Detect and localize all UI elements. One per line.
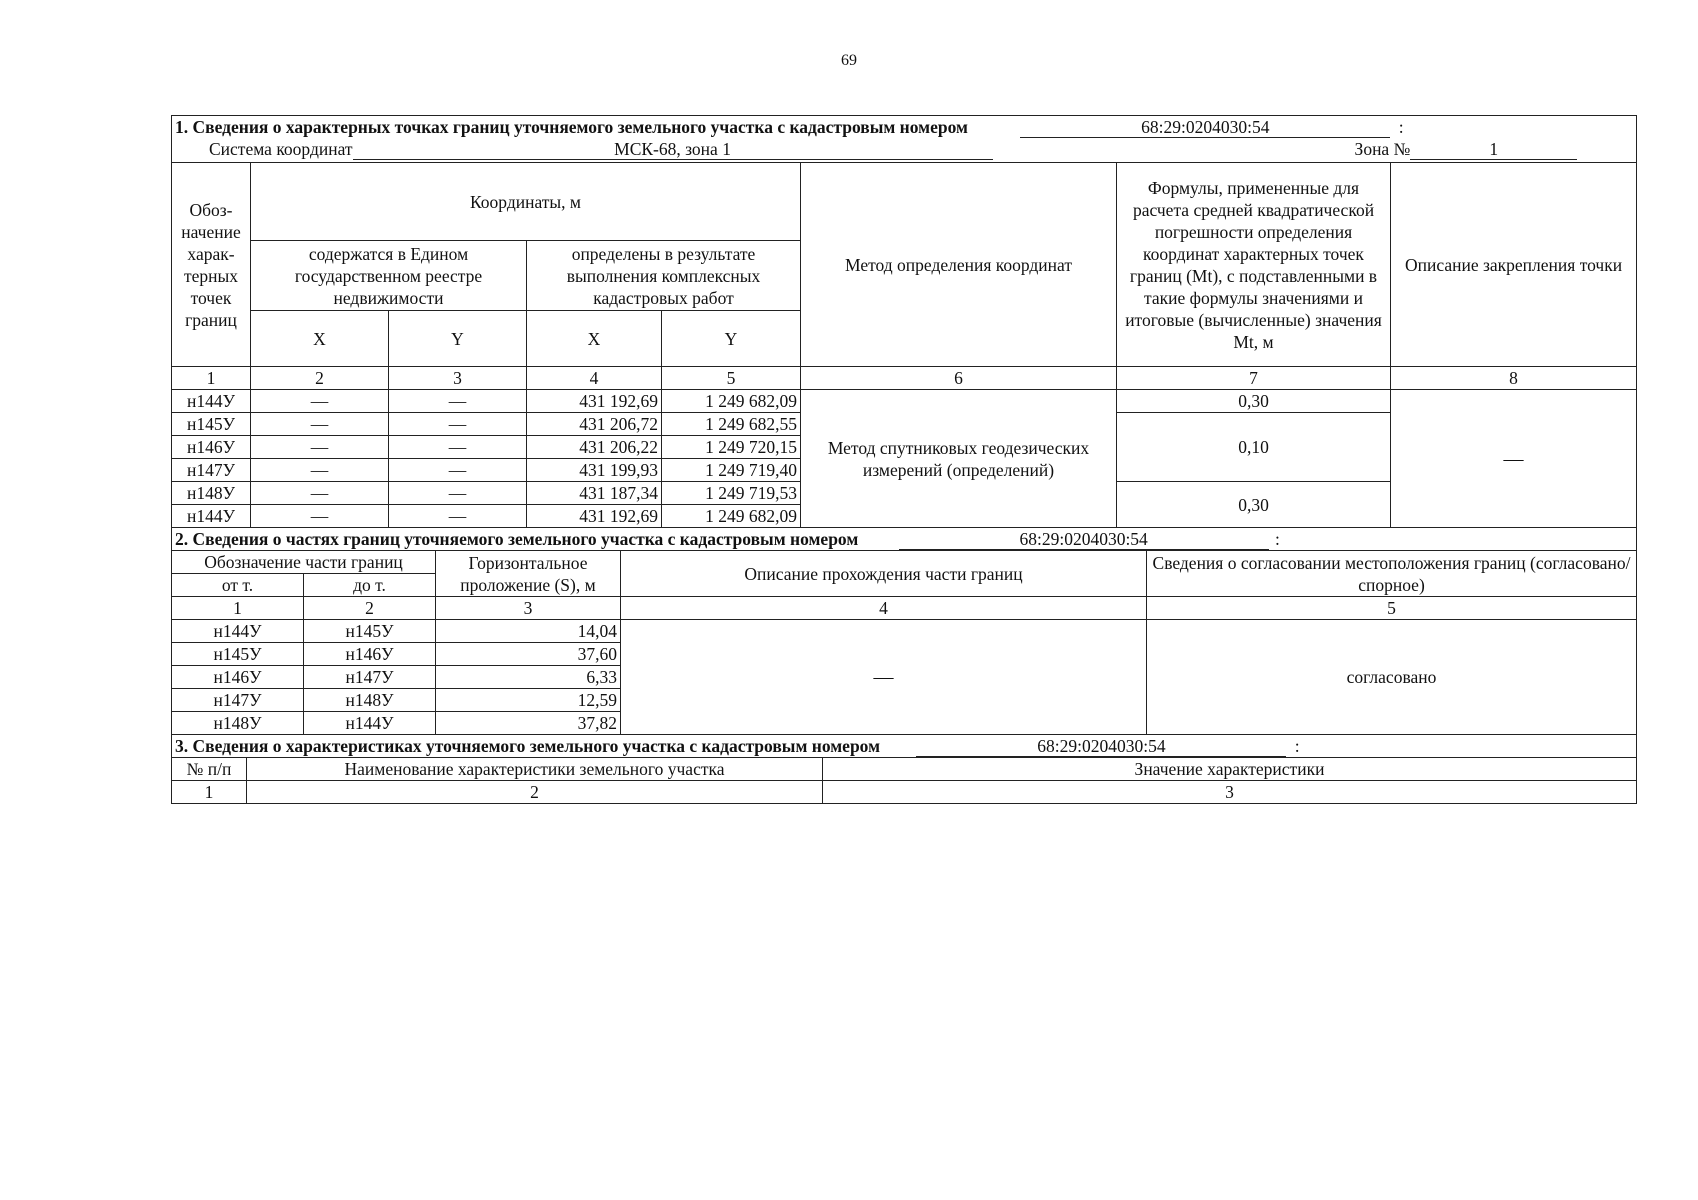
document-body: [171, 115, 1636, 804]
column-number: 2: [247, 781, 823, 804]
coord-y: 1 249 682,55: [662, 413, 801, 436]
header-in-registry: содержатся в Едином государственном реестре недвижимости: [251, 241, 527, 311]
point-designation: н144У: [172, 505, 251, 528]
column-number: 4: [621, 597, 1147, 620]
point-designation: н146У: [172, 436, 251, 459]
mt-value: 0,30: [1117, 390, 1391, 413]
section2-table: [171, 527, 1637, 735]
header-horizontal: Горизонтальное проложение (S), м: [436, 551, 621, 597]
section3-title: 3. Сведения о характеристиках уточняемого земельного участка с кадастровым номером: [175, 736, 881, 756]
column-number: 3: [389, 367, 527, 390]
header-name: Наименование характеристики земельного участка: [247, 758, 823, 781]
section1-cadastral-number: 68:29:0204030:54: [1020, 117, 1390, 138]
section3-table: [171, 734, 1637, 804]
section2-title-cell: [172, 528, 1637, 551]
registry-x: —: [251, 459, 389, 482]
coord-system-cell: [172, 138, 1637, 163]
table-row: [172, 620, 1637, 643]
header-reg-x: X: [251, 311, 389, 367]
header-method: Метод определения координат: [801, 163, 1117, 367]
column-number: 3: [436, 597, 621, 620]
point-designation: н144У: [172, 390, 251, 413]
part-to: н145У: [304, 620, 436, 643]
column-number: 1: [172, 597, 304, 620]
registry-x: —: [251, 505, 389, 528]
column-number: 1: [172, 781, 247, 804]
header-coordinates: Координаты, м: [251, 163, 801, 241]
coord-x: 431 192,69: [527, 390, 662, 413]
part-to: н147У: [304, 666, 436, 689]
agreement-value: согласовано: [1147, 620, 1637, 735]
point-designation: н147У: [172, 459, 251, 482]
column-number: 3: [823, 781, 1637, 804]
part-from: н144У: [172, 620, 304, 643]
part-from: н145У: [172, 643, 304, 666]
section2-cadastral-number: 68:29:0204030:54: [899, 529, 1269, 550]
registry-y: —: [389, 413, 527, 436]
section2-title: 2. Сведения о частях границ уточняемого земельного участка с кадастровым номером: [175, 529, 859, 549]
header-agreement: Сведения о согласовании местоположения границ (согласовано/спорное): [1147, 551, 1637, 597]
horizontal-distance: 12,59: [436, 689, 621, 712]
table-row: [172, 390, 1637, 413]
registry-y: —: [389, 390, 527, 413]
header-formulas: Формулы, примененные для расчета средней квадратической погрешности определения координат характерных точек границ (Mt), с подставленными в такие формулы значениями и итоговые (вычисленные) значения Mt, м: [1117, 163, 1391, 367]
registry-y: —: [389, 459, 527, 482]
header-to: до т.: [304, 574, 436, 597]
coord-y: 1 249 719,53: [662, 482, 801, 505]
part-from: н146У: [172, 666, 304, 689]
fixing-value: —: [1391, 390, 1637, 528]
header-determined: определены в результате выполнения комплексных кадастровых работ: [527, 241, 801, 311]
header-part-designation: Обозначение части границ: [172, 551, 436, 574]
section3-suffix: :: [1294, 736, 1300, 756]
registry-x: —: [251, 413, 389, 436]
mt-value: 0,10: [1117, 413, 1391, 482]
section3-cadastral-number: 68:29:0204030:54: [916, 736, 1286, 757]
coord-x: 431 187,34: [527, 482, 662, 505]
header-designation: Обоз- начение харак- терных точек границ: [172, 163, 251, 367]
coord-y: 1 249 720,15: [662, 436, 801, 459]
registry-y: —: [389, 482, 527, 505]
coord-y: 1 249 719,40: [662, 459, 801, 482]
coord-x: 431 206,72: [527, 413, 662, 436]
page-number: 69: [841, 52, 857, 69]
description-value: —: [621, 620, 1147, 735]
header-value: Значение характеристики: [823, 758, 1637, 781]
horizontal-distance: 37,82: [436, 712, 621, 735]
horizontal-distance: 14,04: [436, 620, 621, 643]
coord-y: 1 249 682,09: [662, 505, 801, 528]
section3-title-cell: [172, 735, 1637, 758]
coord-x: 431 192,69: [527, 505, 662, 528]
part-to: н146У: [304, 643, 436, 666]
horizontal-distance: 37,60: [436, 643, 621, 666]
coord-y: 1 249 682,09: [662, 390, 801, 413]
column-number: 2: [304, 597, 436, 620]
registry-x: —: [251, 482, 389, 505]
part-to: н148У: [304, 689, 436, 712]
point-designation: н148У: [172, 482, 251, 505]
part-from: н148У: [172, 712, 304, 735]
coord-x: 431 206,22: [527, 436, 662, 459]
registry-y: —: [389, 436, 527, 459]
column-number: 1: [172, 367, 251, 390]
coord-system-label: Система координат: [209, 139, 353, 159]
header-det-x: X: [527, 311, 662, 367]
column-number: 8: [1391, 367, 1637, 390]
section1-title: 1. Сведения о характерных точках границ уточняемого земельного участка с кадастровым номером: [175, 117, 968, 137]
part-to: н144У: [304, 712, 436, 735]
header-fixing: Описание закрепления точки: [1391, 163, 1637, 367]
column-number: 4: [527, 367, 662, 390]
section1-suffix: :: [1398, 117, 1404, 137]
column-number: 6: [801, 367, 1117, 390]
part-from: н147У: [172, 689, 304, 712]
header-description: Описание прохождения части границ: [621, 551, 1147, 597]
header-from: от т.: [172, 574, 304, 597]
registry-x: —: [251, 436, 389, 459]
header-reg-y: Y: [389, 311, 527, 367]
registry-x: —: [251, 390, 389, 413]
column-number: 5: [1147, 597, 1637, 620]
method-value: Метод спутниковых геодезических измерений (определений): [801, 390, 1117, 528]
header-det-y: Y: [662, 311, 801, 367]
section2-suffix: :: [1275, 529, 1280, 549]
mt-value: 0,30: [1117, 482, 1391, 528]
column-number: 5: [662, 367, 801, 390]
coord-system-value: МСК-68, зона 1: [353, 139, 993, 160]
point-designation: н145У: [172, 413, 251, 436]
coord-x: 431 199,93: [527, 459, 662, 482]
column-number: 7: [1117, 367, 1391, 390]
horizontal-distance: 6,33: [436, 666, 621, 689]
registry-y: —: [389, 505, 527, 528]
section1-title-cell: [172, 116, 1637, 139]
zone-value: 1: [1410, 139, 1577, 160]
zone-label: Зона №: [1354, 139, 1411, 159]
column-number: 2: [251, 367, 389, 390]
section1-table: [171, 115, 1637, 528]
header-num: № п/п: [172, 758, 247, 781]
